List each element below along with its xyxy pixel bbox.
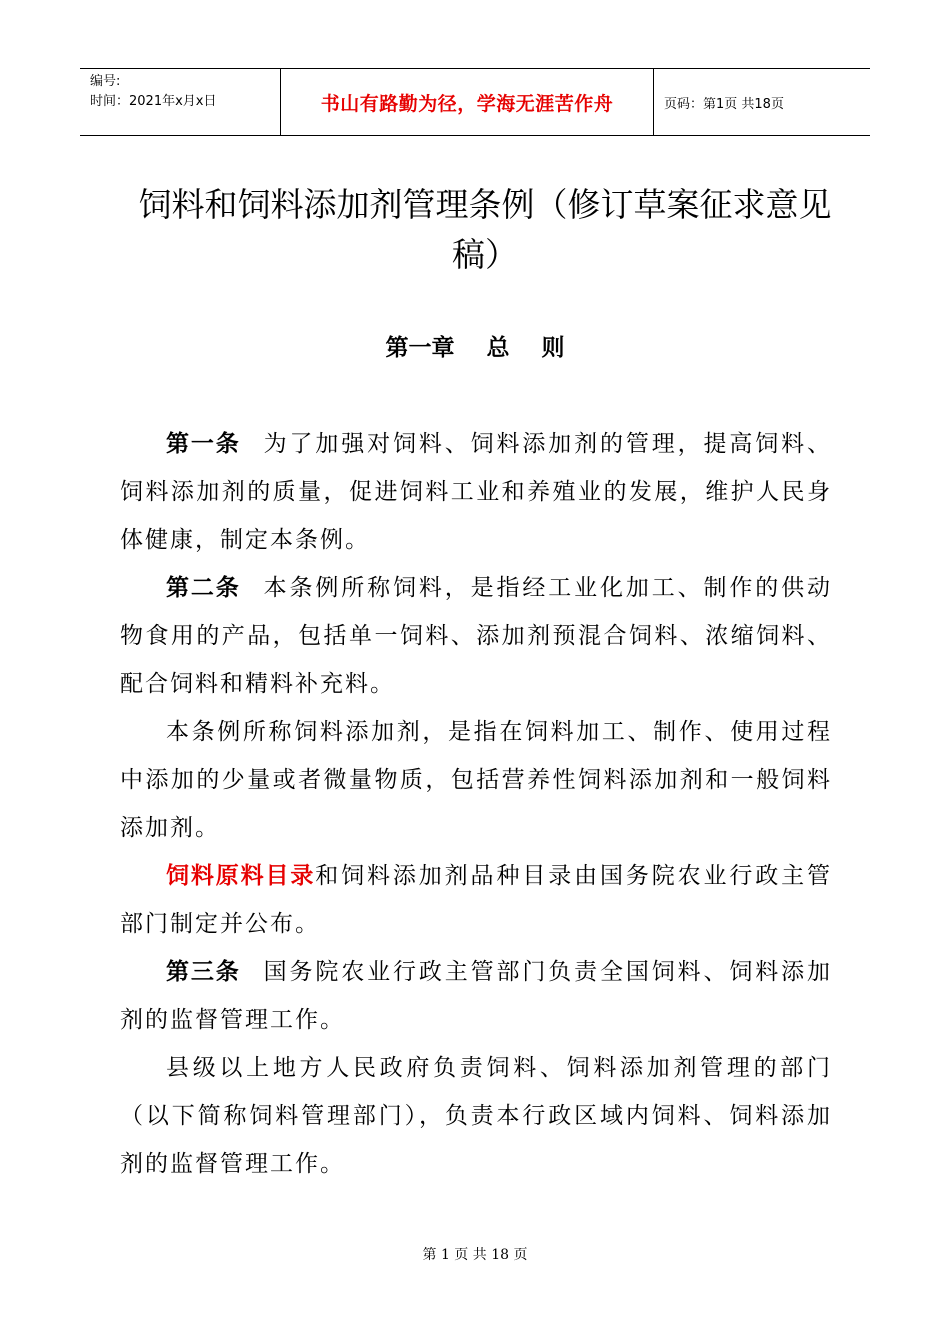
paragraph-text: 国务院农业行政主管部门负责全国饲料、饲料添加剂的监督管理工作。 <box>120 959 832 1033</box>
paragraph-article-3 <box>120 948 832 1044</box>
paragraph-text: 县级以上地方人民政府负责饲料、饲料添加剂管理的部门（以下简称饲料管理部门），负责本行政区域内饲料、饲料添加剂的监督管理工作。 <box>120 1055 832 1177</box>
highlighted-term: 饲料原料目录 <box>166 863 316 889</box>
paragraph-article-2 <box>120 564 832 708</box>
paragraph-catalog <box>120 852 832 948</box>
paragraph-text: 本条例所称饲料，是指经工业化加工、制作的供动物食用的产品，包括单一饲料、添加剂预混合饲料、浓缩饲料、配合饲料和精料补充料。 <box>120 575 832 697</box>
paragraph-text: 和饲料添加剂品种目录由国务院农业行政主管部门制定并公布。 <box>120 863 833 937</box>
paragraph-local-authority <box>120 1044 832 1188</box>
header-meta-cell <box>80 69 280 135</box>
paragraph-text: 本条例所称饲料添加剂，是指在饲料加工、制作、使用过程中添加的少量或者微量物质，包括营养性饲料添加剂和一般饲料添加剂。 <box>120 719 832 841</box>
document-body <box>120 420 832 1188</box>
document-number-label: 编号: <box>90 74 121 89</box>
chapter-heading: 第一章 总 则 <box>385 335 565 361</box>
paragraph-article-1 <box>120 420 832 564</box>
header-motto: 书山有路勤为径，学海无涯苦作舟 <box>280 69 654 135</box>
document-title: 饲料和饲料添加剂管理条例（修订草案征求意见稿） <box>138 185 832 274</box>
paragraph-text: 为了加强对饲料、饲料添加剂的管理，提高饲料、饲料添加剂的质量，促进饲料工业和养殖业的发展，维护人民身体健康，制定本条例。 <box>120 431 832 553</box>
article-label: 第一条 <box>166 431 241 457</box>
document-time-label: 时间：2021年x月x日 <box>90 94 217 109</box>
header-page-info: 页码：第1页 共18页 <box>664 96 784 112</box>
article-label: 第二条 <box>166 575 241 601</box>
page-header-table <box>80 68 870 136</box>
page-footer: 第 1 页 共 18 页 <box>422 1247 528 1263</box>
article-label: 第三条 <box>166 959 241 985</box>
paragraph-feed-additive-definition <box>120 708 832 852</box>
